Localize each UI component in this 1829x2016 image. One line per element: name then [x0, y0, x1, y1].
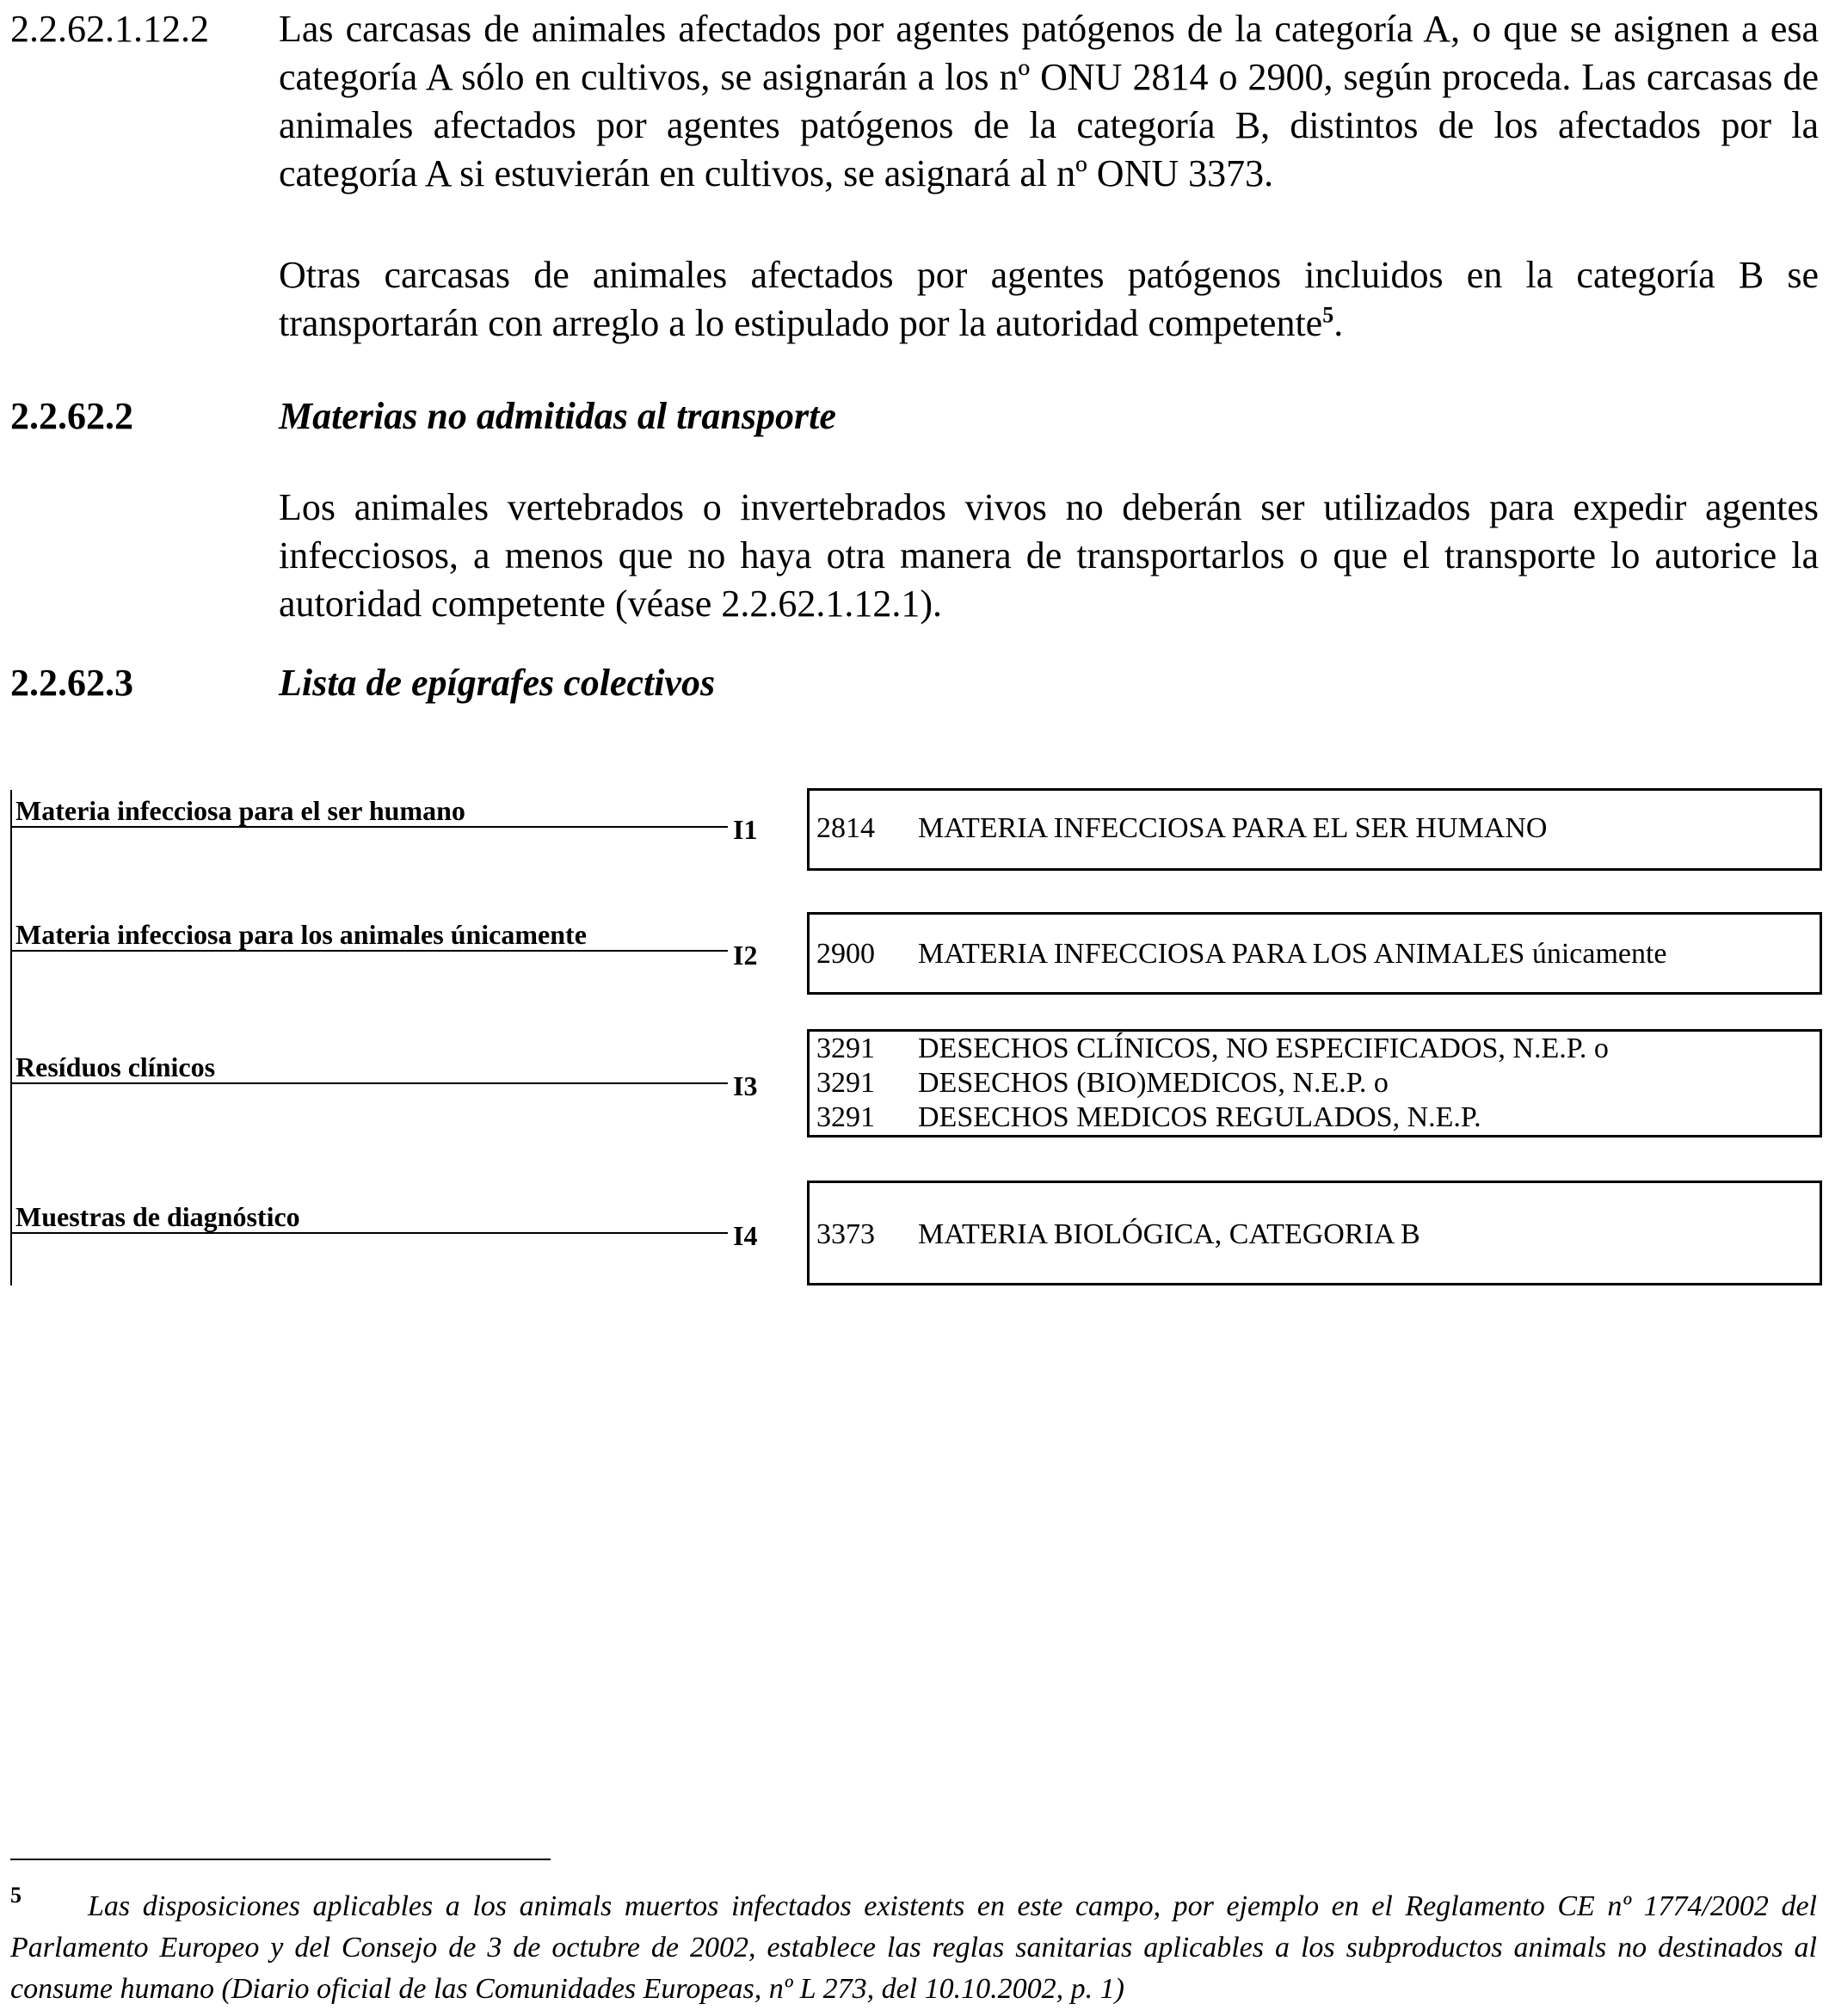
un-number: 3291 — [816, 1033, 875, 1064]
paragraph-end: . — [1333, 302, 1344, 344]
category-line — [10, 1232, 728, 1234]
category-label: Resíduos clínicos — [15, 1051, 216, 1082]
entry-row — [816, 1032, 1609, 1066]
entry-box — [807, 1029, 1822, 1137]
section-title: Lista de epígrafes colectivos — [279, 662, 716, 704]
section-paragraph — [279, 251, 1819, 348]
entry-name: DESECHOS (BIO)MEDICOS, N.E.P. o — [918, 1067, 1389, 1099]
entry-row — [816, 1218, 1420, 1252]
entry-row — [816, 1100, 1481, 1135]
entry-box — [807, 1181, 1822, 1285]
entry-box — [807, 788, 1822, 871]
diagram-vertical-line — [10, 790, 12, 1285]
category-code: I4 — [733, 1220, 758, 1251]
category-code: I3 — [733, 1070, 758, 1101]
footnote-text: Las disposiciones aplicables a los animals muertos infectados existents en este campo, por ejemplo en el Reglamento CE nº 1774/2002 del Parlamento Europeo y del Consejo de 3 de octubre de 2002, establece las reglas sanitarias aplicables a los subproductos animals no destinados al consume humano (Diario oficial de las Comunidades Europeas, nº L 273, del 10.10.2002, p. 1) — [10, 1890, 1817, 2005]
entry-box — [807, 912, 1822, 995]
entry-row — [816, 1066, 1389, 1100]
entry-name: DESECHOS CLÍNICOS, NO ESPECIFICADOS, N.E.P. o — [918, 1033, 1609, 1064]
un-number: 2900 — [816, 938, 875, 970]
section-number: 2.2.62.2 — [10, 395, 133, 437]
category-line — [10, 950, 728, 952]
un-number: 3291 — [816, 1067, 875, 1099]
entry-name: MATERIA BIOLÓGICA, CATEGORIA B — [918, 1218, 1420, 1250]
category-label: Materia infecciosa para el ser humano — [15, 795, 465, 826]
footnote-mark: 5 — [10, 1883, 22, 1908]
footnote-reference[interactable]: 5 — [1322, 302, 1334, 328]
entry-name: MATERIA INFECCIOSA PARA LOS ANIMALES únicamente — [918, 938, 1667, 970]
section-paragraph: Los animales vertebrados o invertebrados vivos no deberán ser utilizados para expedir agentes infecciosos, a menos que no haya otra manera de transportarlos o que el transporte lo autorice la autoridad competente (véase 2.2.62.1.12.1). — [279, 486, 1819, 625]
entry-row — [816, 811, 1547, 846]
entry-row — [816, 937, 1667, 971]
category-label: Materia infecciosa para los animales únicamente — [15, 919, 587, 950]
section-number: 2.2.62.3 — [10, 662, 133, 704]
entry-name: DESECHOS MEDICOS REGULADOS, N.E.P. — [918, 1101, 1481, 1133]
un-number: 3373 — [816, 1218, 875, 1250]
category-code: I2 — [733, 940, 758, 971]
category-line — [10, 826, 728, 828]
section-title: Materias no admitidas al transporte — [279, 395, 836, 437]
footnote-separator — [10, 1859, 551, 1860]
un-number: 2814 — [816, 812, 875, 844]
category-code: I1 — [733, 814, 758, 845]
paragraph-text: Otras carcasas de animales afectados por agentes patógenos incluidos en la categoría B se transportarán con arreglo a lo estipulado por la autoridad competente — [279, 254, 1819, 344]
section-number: 2.2.62.1.12.2 — [10, 8, 209, 50]
category-label: Muestras de diagnóstico — [15, 1201, 300, 1232]
un-number: 3291 — [816, 1101, 875, 1133]
category-line — [10, 1082, 728, 1084]
entry-name: MATERIA INFECCIOSA PARA EL SER HUMANO — [918, 812, 1548, 844]
section-paragraph: Las carcasas de animales afectados por agentes patógenos de la categoría A, o que se asignen a esa categoría A sólo en cultivos, se asignarán a los nº ONU 2814 o 2900, según proceda. Las carcasas de animales afectados por agentes patógenos de la categoría B, distintos de los afectados por la categoría A si estuvierán en cultivos, se asignará al nº ONU 3373. — [279, 8, 1819, 194]
